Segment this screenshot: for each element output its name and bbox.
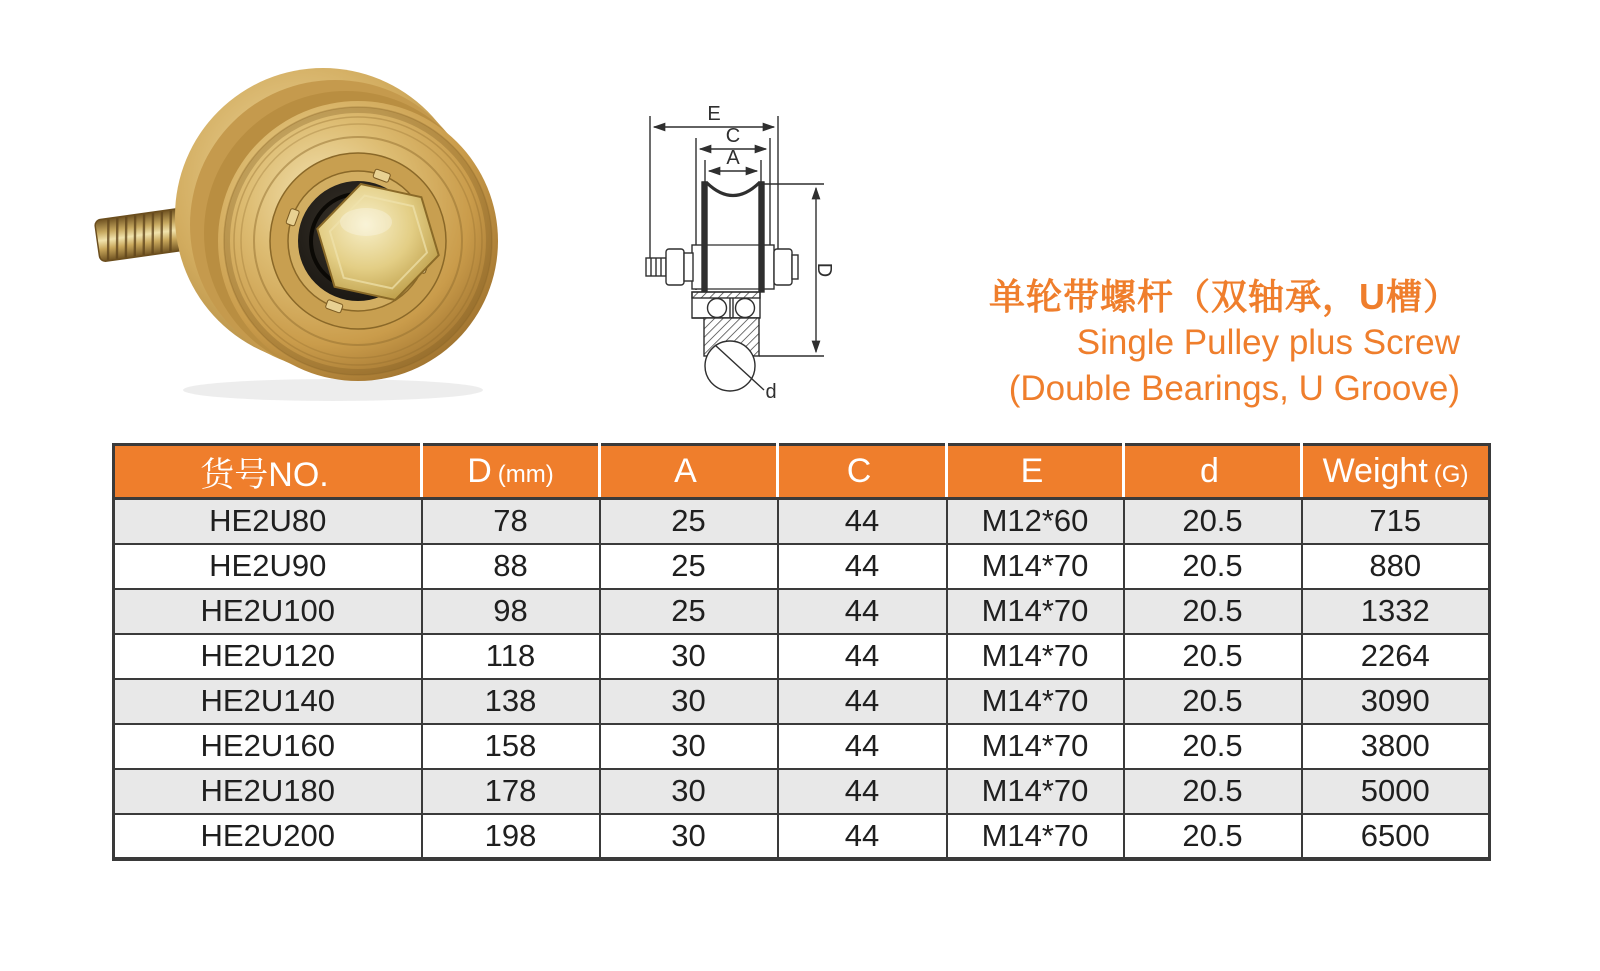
table-cell-bore-d: 20.5 (1124, 634, 1302, 679)
table-cell-a: 25 (600, 589, 778, 634)
table-cell-e: M14*70 (947, 589, 1124, 634)
table-row (114, 499, 1490, 544)
table-cell-a: 25 (600, 499, 778, 544)
technical-drawing (618, 92, 920, 424)
table-row (114, 544, 1490, 589)
table-cell-model: HE2U80 (114, 499, 422, 544)
table-cell-d-mm: 88 (422, 544, 600, 589)
table-cell-a: 30 (600, 769, 778, 814)
spec-table-header-row (114, 445, 1490, 499)
table-cell-c: 44 (778, 499, 947, 544)
table-cell-model: HE2U120 (114, 634, 422, 679)
table-cell-a: 30 (600, 679, 778, 724)
table-cell-model: HE2U160 (114, 724, 422, 769)
table-cell-model: HE2U100 (114, 589, 422, 634)
table-cell-bore-d: 20.5 (1124, 544, 1302, 589)
table-row (114, 769, 1490, 814)
table-cell-c: 44 (778, 769, 947, 814)
table-cell-model: HE2U200 (114, 814, 422, 859)
product-title (989, 274, 1460, 412)
col-header-e: E (947, 445, 1124, 499)
table-cell-d-mm: 78 (422, 499, 600, 544)
dim-label-D: D (813, 262, 835, 278)
col-header-model: 货号NO. (114, 445, 422, 499)
table-cell-weight: 1332 (1302, 589, 1490, 634)
table-row (114, 814, 1490, 859)
dim-label-C: C (725, 125, 741, 147)
table-cell-bore-d: 20.5 (1124, 679, 1302, 724)
table-cell-d-mm: 98 (422, 589, 600, 634)
table-cell-a: 30 (600, 724, 778, 769)
table-cell-d-mm: 138 (422, 679, 600, 724)
product-title-en-1: Single Pulley plus Screw (1076, 323, 1460, 362)
table-cell-weight: 6500 (1302, 814, 1490, 859)
table-cell-d-mm: 158 (422, 724, 600, 769)
table-cell-c: 44 (778, 724, 947, 769)
product-title-zh: 单轮带螺杆（双轴承，U槽） (989, 276, 1460, 317)
spec-table-body (114, 499, 1490, 859)
spec-table (112, 443, 1491, 861)
dim-label-A: A (726, 147, 740, 169)
table-cell-c: 44 (778, 679, 947, 724)
col-header-bore-d: d (1124, 445, 1302, 499)
table-row (114, 679, 1490, 724)
table-cell-weight: 715 (1302, 499, 1490, 544)
table-cell-a: 25 (600, 544, 778, 589)
product-title-en-2: (Double Bearings, U Groove) (1008, 369, 1460, 408)
table-cell-weight: 3090 (1302, 679, 1490, 724)
dim-label-d: d (765, 381, 777, 403)
table-cell-model: HE2U140 (114, 679, 422, 724)
dim-label-E: E (707, 103, 721, 125)
table-cell-d-mm: 118 (422, 634, 600, 679)
table-cell-c: 44 (778, 589, 947, 634)
table-cell-weight: 2264 (1302, 634, 1490, 679)
table-cell-d-mm: 178 (422, 769, 600, 814)
table-cell-c: 44 (778, 544, 947, 589)
table-cell-model: HE2U90 (114, 544, 422, 589)
table-cell-weight: 880 (1302, 544, 1490, 589)
table-cell-a: 30 (600, 634, 778, 679)
table-cell-e: M14*70 (947, 814, 1124, 859)
col-header-weight: Weight (G) (1302, 445, 1490, 499)
table-cell-e: M14*70 (947, 769, 1124, 814)
table-cell-e: M14*70 (947, 724, 1124, 769)
table-cell-c: 44 (778, 634, 947, 679)
table-row (114, 589, 1490, 634)
table-cell-e: M14*70 (947, 634, 1124, 679)
col-header-d-mm: D (mm) (422, 445, 600, 499)
table-cell-bore-d: 20.5 (1124, 499, 1302, 544)
table-cell-bore-d: 20.5 (1124, 814, 1302, 859)
table-cell-bore-d: 20.5 (1124, 589, 1302, 634)
table-cell-e: M14*70 (947, 679, 1124, 724)
table-cell-c: 44 (778, 814, 947, 859)
table-row (114, 634, 1490, 679)
table-cell-weight: 3800 (1302, 724, 1490, 769)
product-photo (88, 36, 508, 408)
table-cell-bore-d: 20.5 (1124, 724, 1302, 769)
col-header-c: C (778, 445, 947, 499)
table-cell-a: 30 (600, 814, 778, 859)
table-cell-e: M14*70 (947, 544, 1124, 589)
table-cell-d-mm: 198 (422, 814, 600, 859)
table-cell-model: HE2U180 (114, 769, 422, 814)
col-header-a: A (600, 445, 778, 499)
table-cell-weight: 5000 (1302, 769, 1490, 814)
table-cell-e: M12*60 (947, 499, 1124, 544)
photo-shadow (183, 379, 483, 401)
table-row (114, 724, 1490, 769)
table-cell-bore-d: 20.5 (1124, 769, 1302, 814)
